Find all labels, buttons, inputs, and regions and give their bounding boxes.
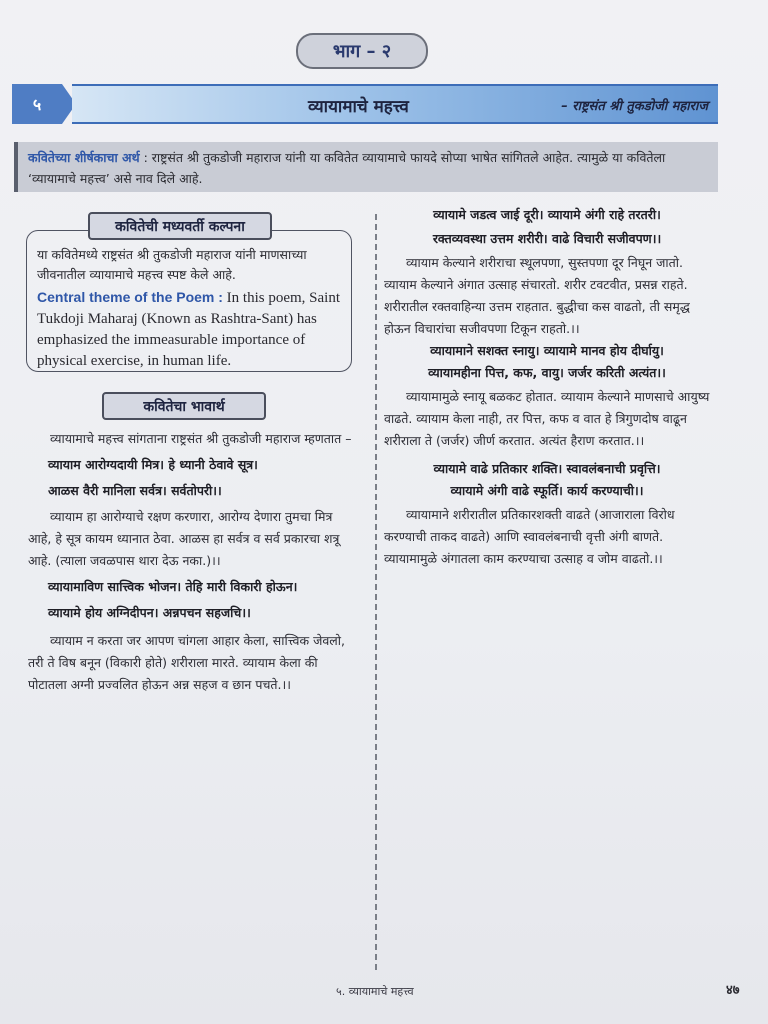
title-meaning-label: कवितेच्या शीर्षकाचा अर्थ [28, 150, 140, 165]
footer-chapter-title: ५. व्यायामाचे महत्त्व [336, 985, 414, 998]
central-idea-marathi: या कवितेमध्ये राष्ट्रसंत श्री तुकडोजी महाराज यांनी माणसाच्या जीवनातील व्यायामाचे महत्त्व स्पष्ट केले आहे. [37, 247, 307, 282]
right-column [384, 204, 710, 570]
verse-line: रक्तव्यवस्था उत्तम शरीरी। वाढे विचारी सजीवपण।। [432, 231, 662, 246]
central-idea-english-text: In this poem, Saint Tukdoji Maharaj (Known as Rashtra-Sant) has emphasized the immeasurable importance of physical exercise, in human life. [37, 290, 340, 369]
verse-line: व्यायाम आरोग्यदायी मित्र। हे ध्यानी ठेवावे सूत्र। [48, 457, 258, 472]
verse-explanation: व्यायाम न करता जर आपण चांगला आहार केला, सात्त्विक जेवलो, तरी ते विष बनून (विकारी होते) शरीराला मारते. व्यायाम केला की पोटातला अग्नी प्रज्वलित होऊन अन्न सहज व छान पचते.।। [28, 633, 345, 692]
title-meaning-text: : राष्ट्रसंत श्री तुकडोजी महाराज यांनी या कवितेत व्यायामाचे फायदे सोप्या भाषेत सांगितले आहेत. त्यामुळे या कवितेला ‘व्यायामाचे महत्त्व’ असे नाव दिले आहे. [28, 150, 666, 186]
verse-explanation: व्यायाम हा आरोग्याचे रक्षण करणारा, आरोग्य देणारा तुमचा मित्र आहे, हे सूत्र कायम ध्यानात ठेवा. आळस हा सर्वत्र व सर्व प्रकारचा शत्रू आहे. (त्याला जवळपास थारा देऊ नका.)।। [28, 509, 340, 568]
verse-explanation: व्यायामामुळे स्नायू बळकट होतात. व्यायाम केल्याने माणसाचे आयुष्य वाढते. व्यायाम केला नाही, तर पित्त, कफ व वात हे त्रिगुणदोष वाढून शरीराला ते (जर्जर) जीर्ण करतात. अत्यंत हैराण करतात.।। [384, 389, 710, 448]
part-badge: भाग – २ [296, 33, 428, 69]
verse-line: व्यायामे वाढे प्रतिकार शक्ति। स्वावलंबनाची प्रवृत्ति। [433, 461, 661, 476]
central-idea-heading: कवितेची मध्यवर्ती कल्पना [88, 212, 272, 240]
column-divider [375, 214, 377, 970]
central-idea-english-label: Central theme of the Poem : [37, 289, 223, 305]
central-idea-box [26, 230, 352, 372]
verse-line: आळस वैरी मानिला सर्वत्र। सर्वतोपरी।। [48, 483, 222, 498]
bhavarth-heading: कवितेचा भावार्थ [102, 392, 266, 420]
title-meaning-box [14, 142, 718, 192]
chapter-title-bar [72, 84, 718, 124]
verse-line: व्यायामे अंगी वाढे स्फूर्ति। कार्य करण्याची।। [450, 483, 644, 498]
chapter-author: – राष्ट्रसंत श्री तुकडोजी महाराज [561, 99, 708, 114]
chapter-title: व्यायामाचे महत्त्व [308, 97, 409, 117]
bhavarth-intro: व्यायामाचे महत्त्व सांगताना राष्ट्रसंत श्री तुकडोजी महाराज म्हणतात – [50, 431, 352, 446]
left-column [28, 428, 358, 696]
verse-line: व्यायामाविण सात्त्विक भोजन। तेहि मारी विकारी होऊन। [48, 579, 298, 594]
verse-line: व्यायामे होय अग्निदीपन। अन्नपचन सहजचि।। [48, 605, 251, 620]
page-number: ४७ [726, 983, 740, 998]
chapter-header [12, 84, 718, 124]
chapter-number: ५ [12, 84, 62, 124]
verse-line: व्यायामे जडत्व जाई दूरी। व्यायामे अंगी राहे तरतरी। [433, 207, 661, 222]
central-idea-english [37, 287, 341, 372]
verse-explanation: व्यायाम केल्याने शरीराचा स्थूलपणा, सुस्तपणा दूर निघून जातो. व्यायाम केल्याने अंगात उत्साह संचारतो. शरीर टवटवीत, प्रसन्न राहते. शरीरातील रक्तवाहिन्या उत्तम राहतात. बुद्धीचा कस वाढतो, ती समृद्ध होऊन विचारांचा सजीवपणा टिकून राहतो.।। [384, 255, 690, 336]
verse-explanation: व्यायामाने शरीरातील प्रतिकारशक्ती वाढते (आजाराला विरोध करण्याची ताकद वाढते) आणि स्वावलंबनाची वृत्ती अंगी बाणते. व्यायामामुळे अंगातला काम करण्याचा उत्साह व जोम वाढतो.।। [384, 507, 675, 566]
verse-line: व्यायामाने सशक्त स्नायु। व्यायामे मानव होय दीर्घायु। [430, 343, 664, 358]
verse-line: व्यायामहीना पित्त, कफ, वायु। जर्जर करिती अत्यंत।। [428, 365, 666, 380]
